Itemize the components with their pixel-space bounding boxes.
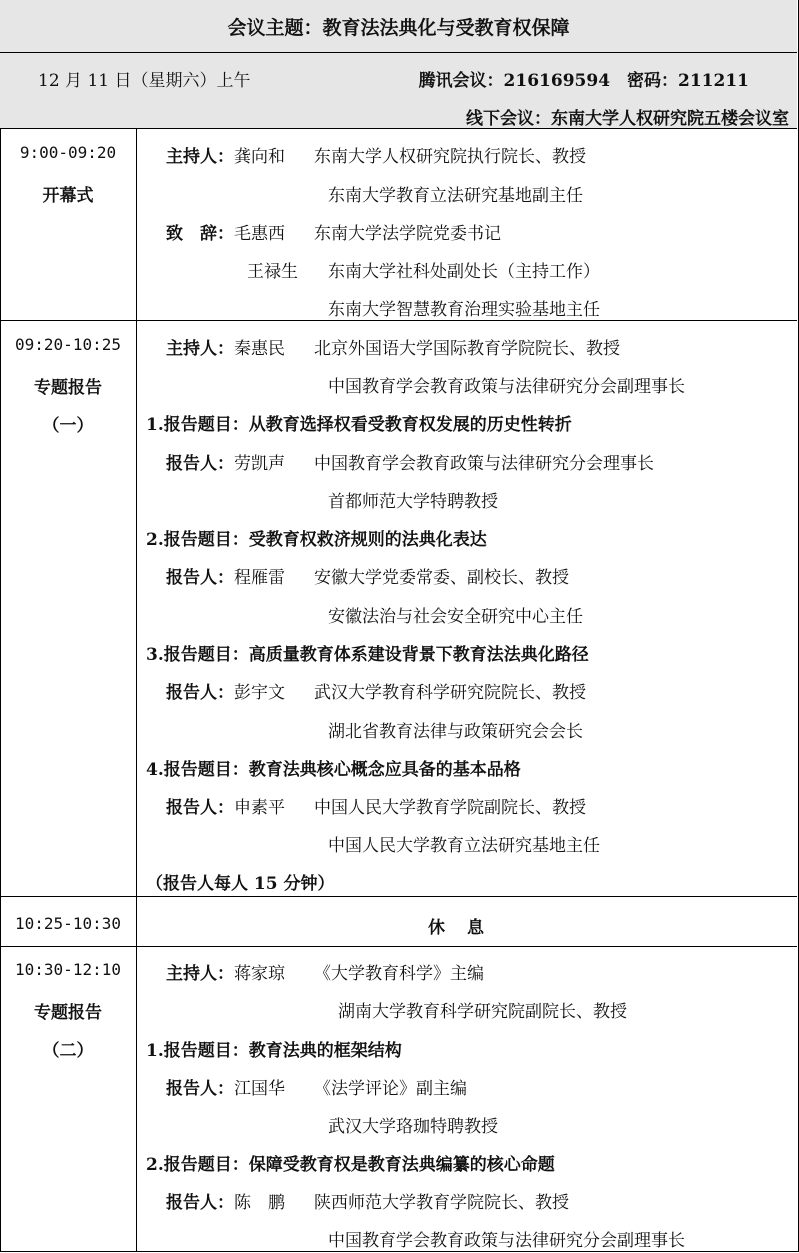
session-label-number: （一） — [42, 416, 94, 436]
host-line — [166, 334, 620, 359]
session-label: 开幕式 — [42, 186, 94, 206]
speaker-line — [166, 793, 586, 818]
person-name: 蒋家琼 — [234, 964, 285, 984]
person-title: 东南大学智慧教育治理实验基地主任 — [328, 300, 600, 320]
report-topic: 2.报告题目：保障受教育权是教育法典编纂的核心命题 — [146, 1155, 555, 1175]
person-name: 江国华 — [234, 1079, 285, 1099]
role-label: 主持人： — [166, 339, 234, 359]
role-label: 主持人： — [166, 147, 234, 167]
speaker-line — [166, 563, 569, 588]
row-separator — [0, 320, 797, 321]
speaker-line — [166, 678, 586, 703]
role-label: 报告人： — [166, 454, 234, 474]
date-info-block — [0, 53, 797, 129]
session-time: 09:20-10:25 — [15, 335, 121, 354]
column-divider — [136, 129, 137, 1251]
person-name: 王禄生 — [247, 262, 298, 282]
person-name: 陈 鹏 — [234, 1193, 285, 1213]
speaker-line — [166, 1074, 467, 1099]
person-title: 东南大学法学院党委书记 — [314, 224, 501, 244]
person-title: 东南大学教育立法研究基地副主任 — [328, 186, 583, 206]
person-name: 龚向和 — [234, 147, 285, 167]
offline-venue: 线下会议：东南大学人权研究院五楼会议室 — [466, 109, 789, 129]
report-topic: 3.报告题目：高质量教育体系建设背景下教育法法典化路径 — [146, 645, 589, 665]
person-name: 彭宇文 — [234, 683, 285, 703]
person-title: 湖北省教育法律与政策研究会会长 — [328, 722, 583, 742]
row-separator — [0, 946, 797, 947]
person-name: 程雁雷 — [234, 568, 285, 588]
speaker-line — [166, 1188, 569, 1213]
report-topic: 1.报告题目：教育法典的框架结构 — [146, 1041, 402, 1061]
role-label: 报告人： — [166, 568, 234, 588]
speech-line — [166, 219, 501, 244]
report-topic: 4.报告题目：教育法典核心概念应具备的基本品格 — [146, 760, 521, 780]
session-label-number: （二） — [42, 1041, 94, 1061]
person-title: 《法学评论》副主编 — [314, 1079, 467, 1099]
person-title: 中国人民大学教育立法研究基地主任 — [328, 836, 600, 856]
session-time: 10:25-10:30 — [15, 914, 121, 933]
person-name: 申素平 — [234, 798, 285, 818]
meeting-title: 会议主题：教育法法典化与受教育权保障 — [0, 0, 797, 53]
person-title: 中国教育学会教育政策与法律研究分会理事长 — [314, 454, 654, 474]
person-title: 湖南大学教育科学研究院副院长、教授 — [338, 1002, 627, 1022]
row-separator — [0, 896, 797, 897]
person-title: 武汉大学教育科学研究院院长、教授 — [314, 683, 586, 703]
session-label: 专题报告 — [34, 1003, 102, 1023]
person-title: 《大学教育科学》主编 — [314, 964, 484, 984]
person-title: 安徽法治与社会安全研究中心主任 — [328, 607, 583, 627]
report-topic: 2.报告题目：受教育权救济规则的法典化表达 — [146, 530, 487, 550]
role-label: 报告人： — [166, 798, 234, 818]
person-name: 劳凯声 — [234, 454, 285, 474]
report-topic: 1.报告题目：从教育选择权看受教育权发展的历史性转折 — [146, 415, 572, 435]
person-title: 首都师范大学特聘教授 — [328, 492, 498, 512]
break-label: 休息 — [428, 918, 506, 938]
host-line — [166, 142, 586, 167]
role-label: 报告人： — [166, 683, 234, 703]
role-label: 报告人： — [166, 1193, 234, 1213]
session-label: 专题报告 — [34, 378, 102, 398]
host-line — [166, 959, 484, 984]
person-title: 北京外国语大学国际教育学院院长、教授 — [314, 339, 620, 359]
person-title: 东南大学社科处副处长（主持工作） — [328, 262, 600, 282]
person-title: 中国教育学会教育政策与法律研究分会副理事长 — [328, 377, 685, 397]
meeting-date: 12 月 11 日（星期六）上午 — [38, 71, 251, 91]
person-title: 陕西师范大学教育学院院长、教授 — [314, 1193, 569, 1213]
tencent-meeting-info: 腾讯会议：216169594 密码：211211 — [418, 71, 749, 91]
role-label: 报告人： — [166, 1079, 234, 1099]
person-title: 武汉大学珞珈特聘教授 — [328, 1117, 498, 1137]
person-name: 毛惠西 — [234, 224, 285, 244]
role-label: 主持人： — [166, 964, 234, 984]
person-title: 中国教育学会教育政策与法律研究分会副理事长 — [328, 1231, 685, 1251]
person-title: 东南大学人权研究院执行院长、教授 — [314, 147, 586, 167]
speaker-line — [166, 449, 654, 474]
time-note: （报告人每人 15 分钟） — [146, 874, 335, 894]
person-title: 中国人民大学教育学院副院长、教授 — [314, 798, 586, 818]
speech-line — [247, 257, 600, 282]
role-label: 致 辞： — [166, 224, 234, 244]
session-time: 10:30-12:10 — [15, 960, 121, 979]
session-time: 9:00-09:20 — [19, 143, 117, 162]
person-name: 秦惠民 — [234, 339, 285, 359]
person-title: 安徽大学党委常委、副校长、教授 — [314, 568, 569, 588]
